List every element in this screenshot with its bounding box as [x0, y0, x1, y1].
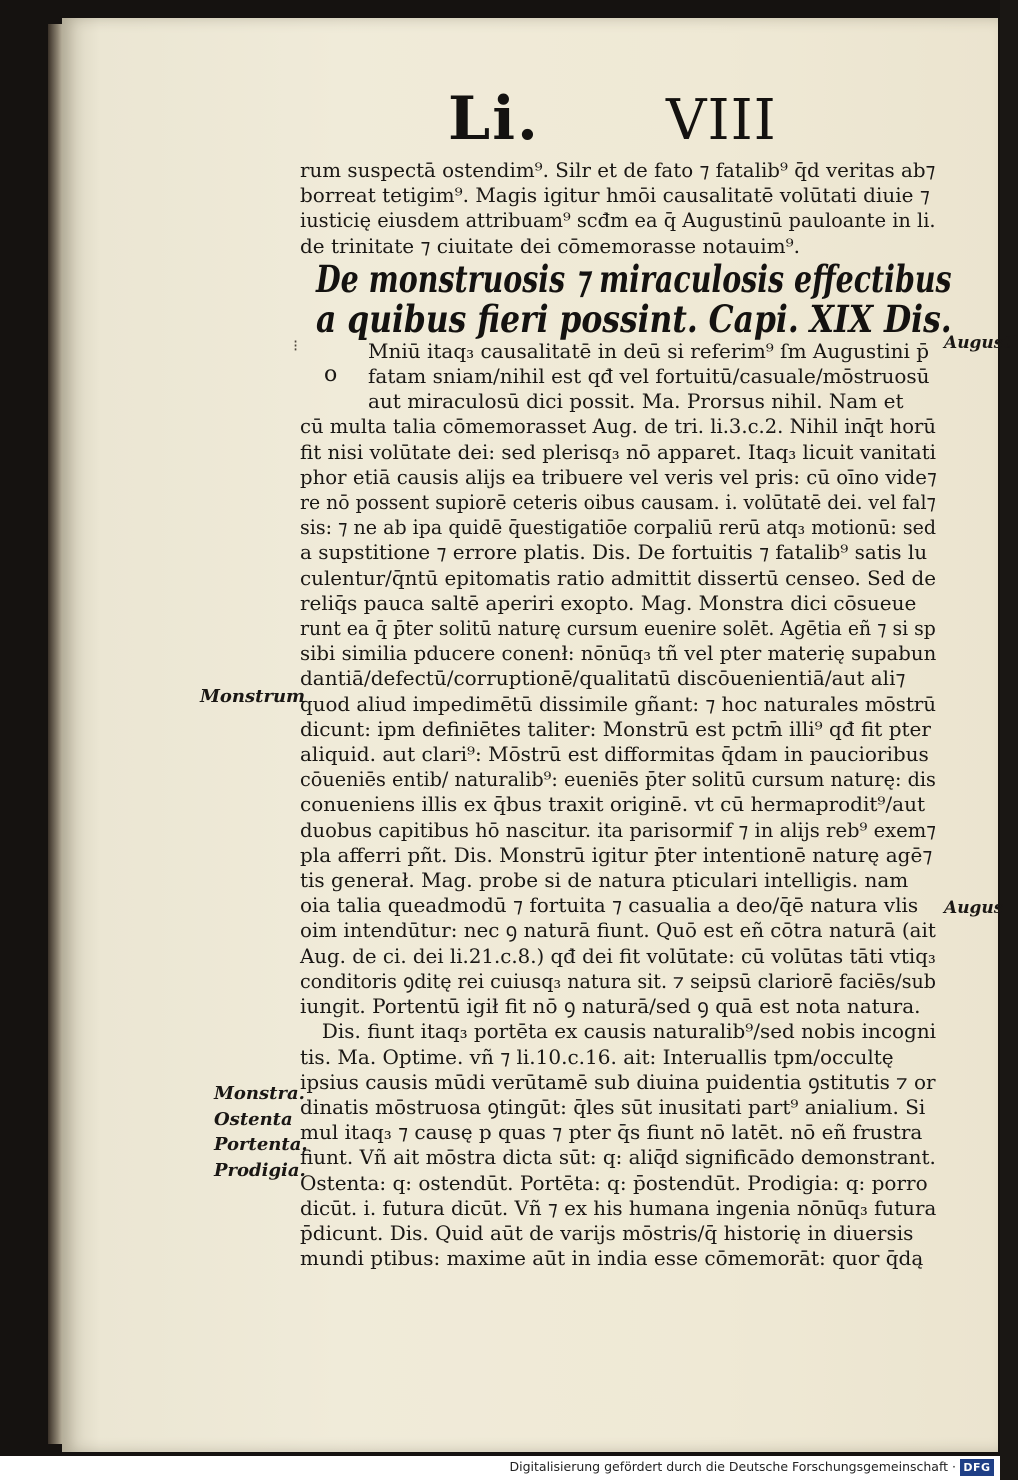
text-line: re nō possent supiorē ceteris oibus causam. i. volūtatē dei. vel fal⁊ — [300, 490, 936, 515]
text-line: aut miraculosū dici possit. Ma. Prorsus nihil. Nam et — [368, 389, 904, 414]
text-line: cū multa talia cōmemorasset Aug. de tri. li.3.c.2. Nihil inq̄t horū — [300, 414, 936, 439]
text-line: oia talia queadmodū ⁊ fortuita ⁊ casualia a deo/q̄ē natura vlis — [300, 893, 919, 918]
chapter-heading — [300, 256, 952, 341]
text-line: p̄dicunt. Dis. Quid aūt de varijs mōstris/q̄ historię in diuersis — [300, 1220, 914, 1245]
text-line: conueniens illis ex q̄bus traxit originē. vt cū hermaprodit⁹/aut — [300, 792, 925, 817]
margin-note-monstrum: Monstrum — [200, 686, 306, 707]
text-line: fatam sniam/nihil est qđ vel fortuitū/casuale/mōstruosū — [368, 364, 930, 389]
text-line: dantiā/defectū/corruptionē/qualitatū discōuenientiā/aut ali⁊ — [300, 666, 906, 691]
text-line: phor etiā causis alijs ea tribuere vel veris vel pris: cū oīno vide⁊ — [300, 464, 937, 489]
main-text-block — [300, 158, 952, 1271]
text-line: Mniū itaq₃ causalitatē in deū si referim⁹ ſm Augustini p̄ — [368, 338, 930, 363]
margin-note-ostenta: Ostenta — [214, 1109, 293, 1130]
dfg-logo: DFG — [960, 1459, 994, 1476]
running-head-right: VIII — [666, 88, 777, 153]
text-line: aliquid. aut clari⁹: Mōstrū est difformitas q̄dam in paucioribus — [300, 742, 929, 767]
text-line: Ostenta: q: ostendūt. Portēta: q: p̄ostendūt. Prodigia: q: porro — [300, 1170, 928, 1195]
text-line: runt ea q̄ p̄ter solitū naturę cursum euenire solēt. Agētia eñ ⁊ si sp — [300, 616, 936, 641]
text-line: dicunt: ipm definiētes taliter: Monstrū est pctm̄ illi⁹ qđ fit pter — [300, 716, 931, 741]
text-line: sibi similia pducere conenł: nōnūq₃ tñ vel pter materię supabun — [300, 641, 937, 666]
text-line: de trinitate ⁊ ciuitate dei cōmemorasse notauim⁹. — [300, 233, 800, 258]
margin-note-augustinus: Augusti — [944, 333, 1018, 353]
text-line: duobus capitibus hō nascitur. ita parisormif ⁊ in alijs reb⁹ exem⁊ — [300, 817, 937, 842]
text-line: sis: ⁊ ne ab ipa quidē q̄uestigatiōe corpaliū rerū atq₃ motionū: sed — [300, 515, 937, 540]
text-line: dinatis mōstruosa ꝯtingūt: q̄les sūt inusitati part⁹ anialium. Si — [300, 1094, 926, 1119]
text-line: conditoris ꝯditę rei cuiusq₃ natura sit. ⁊ seipsū clariorē faciēs/sub — [300, 968, 937, 993]
text-line: pla afferri pñt. Dis. Monstrū igitur p̄ter intentionē naturę agē⁊ — [300, 842, 933, 867]
text-line: cōueniēs entib/ naturalib⁹: eueniēs p̄ter solitū cursum naturę: dis — [300, 767, 936, 792]
text-line: quod aliud impedimētū dissimile gñant: ⁊ hoc naturales mōstrū — [300, 691, 937, 716]
first-paragraph — [300, 339, 936, 415]
text-line: borreat tetigim⁹. Magis igitur hmōi causalitatē volūtati diuie ⁊ — [300, 183, 930, 208]
footer-bar — [0, 1456, 1000, 1480]
text-line: fiunt. Vñ ait mōstra dicta sūt: q: aliq̄d significādo demonstrant. — [300, 1145, 936, 1170]
chapter-title-line: a quibus fieri possint. Capi. XIX Dis. — [316, 296, 952, 341]
margin-note-augustinus: Augus — [944, 898, 1004, 918]
text-line: culentur/q̄ntū epitomatis ratio admittit dissertū censeo. Sed de — [300, 565, 937, 590]
drop-initial: o — [324, 362, 338, 387]
running-head-left: Li. — [448, 84, 540, 154]
text-line: mundi ptibus: maxime aūt in india esse cōmemorāt: quor q̄dą — [300, 1246, 924, 1271]
text-line: iusticię eiusdem attribuam⁹ scđm ea q̄ Augustinū pauloante in li. — [300, 208, 936, 233]
text-line: dicūt. i. futura dicūt. Vñ ⁊ ex his humana ingenia nōnūq₃ futura — [300, 1195, 937, 1220]
text-line: tis. Ma. Optime. vñ ⁊ li.10.c.16. ait: Interuallis tpm/occultę — [300, 1044, 894, 1069]
text-line: iungit. Portentū igił fit nō ꝯ naturā/sed ꝯ quā est nota natura. — [300, 994, 921, 1019]
text-line: tis generał. Mag. probe si de natura pticulari intelligis. nam — [300, 868, 909, 893]
text-line: Aug. de ci. dei li.21.c.8.) qđ dei fit volūtate: cū volūtas tāti vtiq₃ — [300, 943, 936, 968]
footer-credit: Digitalisierung gefördert durch die Deutsche Forschungsgemeinschaft · — [509, 1459, 956, 1474]
margin-note-monstra: Monstra. — [214, 1083, 305, 1104]
text-line: rum suspectā ostendim⁹. Silr et de fato ⁊ fatalib⁹ q̄d veritas ab⁊ — [300, 158, 936, 182]
text-line: oim intendūtur: nec ꝯ naturā fiunt. Quō est eñ cōtra naturā (ait — [300, 918, 936, 943]
margin-note-portenta: Portenta. — [214, 1134, 308, 1155]
body-paragraph — [300, 414, 936, 1019]
text-line: mul itaq₃ ⁊ causę p quas ⁊ pter q̄s fiunt nō latēt. nō eñ frustra — [300, 1120, 923, 1145]
text-line: ipsius causis mūdi verūtamē sub diuina puidentia ꝯstitutis ⁊ or — [300, 1069, 936, 1094]
text-line: Dis. fiunt itaq₃ portēta ex causis naturalib⁹/sed nobis incogni — [321, 1019, 937, 1044]
second-paragraph — [300, 1019, 936, 1271]
text-line: reliq̄s pauca saltē aperiri exopto. Mag. Monstra dici cōsueue — [300, 590, 917, 615]
text-line: a supstitione ⁊ errore platis. Dis. De fortuitis ⁊ fatalib⁹ satis lu — [300, 540, 928, 565]
margin-note-prodigia: Prodigia. — [214, 1160, 306, 1181]
chapter-title-line: De monstruosis ⁊ miraculosis effectibus — [316, 256, 952, 301]
margin-mark: ⁝ — [293, 336, 299, 355]
text-line: fit nisi volūtate dei: sed plerisq₃ nō apparet. Itaq₃ licuit vanitati — [300, 439, 937, 464]
intro-paragraph — [300, 158, 936, 259]
